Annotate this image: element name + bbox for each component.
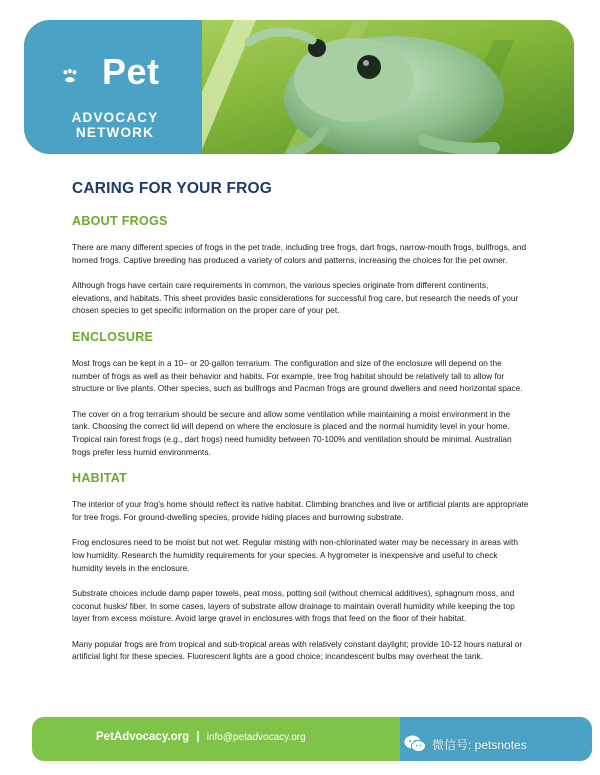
footer-website-link[interactable]: PetAdvocacy.org	[96, 731, 190, 743]
page-title: CARING FOR YOUR FROG	[72, 180, 273, 197]
paragraph: The cover on a frog terrarium should be secure and allow some ventilation while maintaining a moist environment in the tank. Choosing the correct lid will depend on where the enclosure is placed and the normal humidity level in your home. Tropical rain forest frogs (e.g., dart frogs) need humidity between 70-100% and ventilation should be minimal. Australian frogs prefer less humid environments.	[72, 408, 512, 457]
paragraph: Frog enclosures need to be moist but not wet. Regular misting with non-chlorinated water may be necessary in areas with low humidity. Research the humidity requirements for your species. A hygrometer is inexpensive and useful to check humidity levels in the enclosure.	[72, 537, 518, 573]
section-about-frogs	[72, 214, 530, 317]
logo[interactable]	[24, 20, 202, 154]
logo-subtitle: ADVOCACY NETWORK	[71, 110, 159, 140]
logo-wordmark: Pet	[102, 51, 160, 92]
paragraph: Most frogs can be kept in a 10– or 20-gallon terrarium. The configuration and size of the enclosure will depend on the number of frogs as well as their behavior and habits. For example, tree frog habitat should be relatively tall to allow for structure or live plants. Other species, such as bullfrogs and Pacman frogs are ground dwellers and need horizontal space.	[72, 357, 523, 394]
wechat-id: 微信号: petsnotes	[432, 737, 527, 752]
paragraph: Substrate choices include damp paper towels, peat moss, potting soil (without chemical additives), sphagnum moss, and coconut husks/ fiber. In some cases, layers of substrate allow drainage to maintain overall humidity while keeping the top layer from excess moisture. Avoid large gravel in enclosures with frogs that feed on the floor of their habitat.	[72, 588, 515, 624]
wechat-watermark	[404, 734, 527, 754]
footer-email-link[interactable]: info@petadvocacy.org	[206, 732, 306, 743]
document-body	[72, 178, 530, 676]
paragraph: There are many different species of frogs in the pet trade, including tree frogs, dart frogs, narrow-mouth frogs, bullfrogs, and horned frogs. Captive breeding has produced a variety of colors and patterns, increasing the choices for the pet owner.	[72, 242, 527, 265]
footer-contact	[96, 731, 306, 743]
section-heading: ABOUT FROGS	[72, 214, 168, 228]
section-enclosure	[72, 330, 530, 458]
footer-separator: |	[196, 731, 200, 743]
section-habitat	[72, 471, 530, 663]
paragraph: Many popular frogs are from tropical and sub-tropical areas with relatively constant daylight; provide 10-12 hours natural or artificial light for these species. Fluorescent lights are a good choice; incandescent bulbs may overheat the tank.	[72, 638, 523, 662]
paragraph: Although frogs have certain care requirements in common, the various species originate from different continents, elevations, and habitats. This sheet provides basic considerations for successful frog care, but research the needs of your chosen species to get specific information on the proper care of your pet.	[72, 280, 519, 316]
wechat-icon	[404, 735, 426, 753]
section-heading: ENCLOSURE	[72, 329, 154, 344]
paragraph: The interior of your frog’s home should reflect its native habitat. Climbing branches and live or artificial plants are appropriate for tree frogs. For ground-dwelling species, provide hiding places and burrowing substrate.	[72, 499, 529, 522]
paw-icon	[62, 58, 96, 94]
header-banner	[24, 20, 574, 154]
section-heading: HABITAT	[72, 471, 128, 486]
